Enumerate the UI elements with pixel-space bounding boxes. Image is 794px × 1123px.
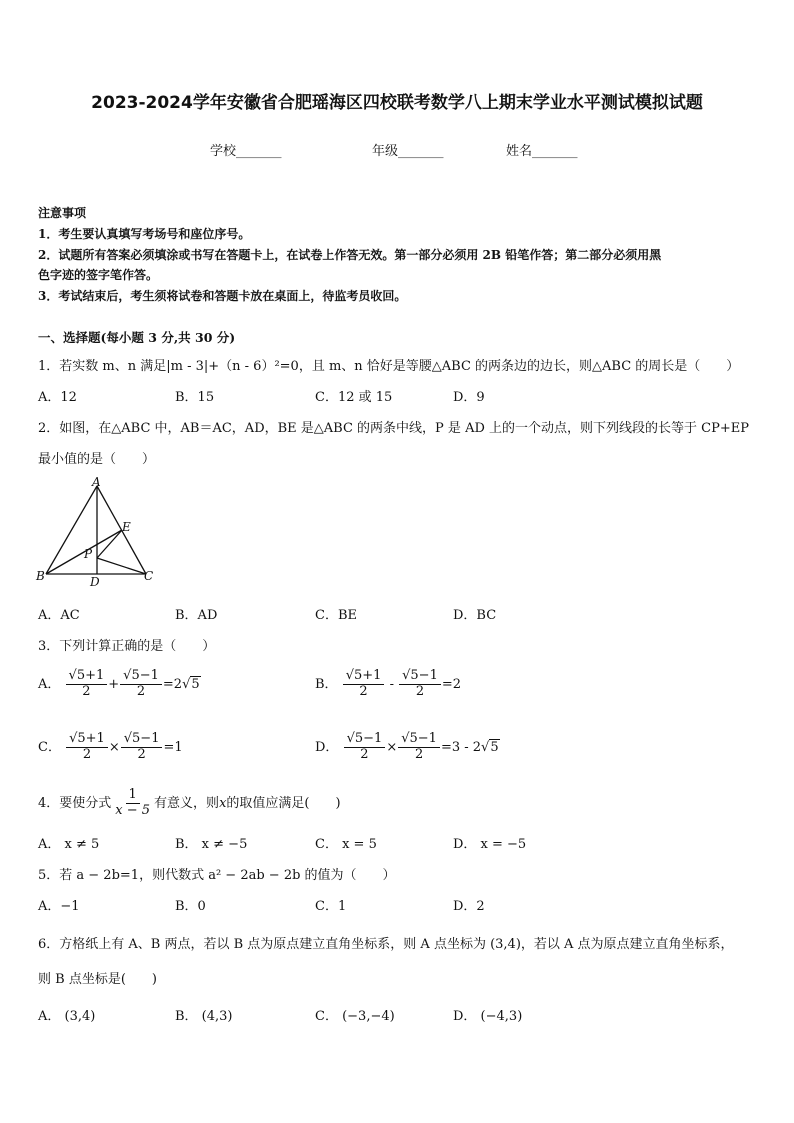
name-field: 姓名_______ (506, 144, 578, 159)
label-b: B (36, 569, 45, 583)
label-d: D (90, 575, 100, 589)
label-a: A (92, 475, 101, 489)
q5-option-d: D．2 (453, 899, 485, 914)
q3-option-d: D． $\frac{√5-1}{2}$ × $\frac{√5-1}{2}$ =3 - 2√5 (315, 731, 499, 762)
label-p: P (84, 547, 93, 561)
note-2-cont: 色字迹的签字笔作答。 (38, 268, 159, 282)
q6-stem-cont: 则 B 点坐标是( ) (38, 972, 157, 987)
q1-stem: 1．若实数 m、n 满足|m - 3|+（n - 6）²=0，且 m、n 恰好是等腰△ABC 的两条边的边长，则△ABC 的周长是（ ） (38, 359, 740, 374)
q1-option-d: D．9 (453, 390, 485, 405)
q5-option-a: A．−1 (38, 899, 80, 914)
q5-stem: 5．若 a − 2b=1，则代数式 a² − 2ab − 2b 的值为（ ） (38, 868, 396, 883)
q5-option-b: B．0 (175, 899, 206, 914)
triangle-figure (34, 474, 164, 590)
notes-heading: 注意事项 (38, 206, 87, 220)
q4-option-c: C． x = 5 (315, 837, 377, 852)
q3-option-a: A． $\frac{√5+1}{2}$ + $\frac{√5-1}{2}$ =2√5 (38, 668, 200, 699)
q4-option-a: A． x ≠ 5 (38, 837, 100, 852)
q6-stem: 6．方格纸上有 A、B 两点，若以 B 点为原点建立直角坐标系，则 A 点坐标为 (3,4)，若以 A 点为原点建立直角坐标系， (38, 937, 734, 952)
note-2: 2．试题所有答案必须填涂或书写在答题卡上，在试卷上作答无效。第一部分必须用 2B 铅笔作答；第二部分必须用黑 (38, 248, 662, 262)
q4-option-d: D． x = −5 (453, 837, 527, 852)
label-c: C (144, 569, 154, 583)
q2-stem-cont: 最小值的是（ ） (38, 452, 156, 467)
q2-option-a: A．AC (38, 608, 80, 623)
q3-option-b: B． $\frac{√5+1}{2}$ - $\frac{√5-1}{2}$ =2 (315, 668, 462, 699)
note-1: 1．考生要认真填写考场号和座位序号。 (38, 227, 251, 241)
q1-option-c: C．12 或 15 (315, 390, 393, 405)
q2-option-b: B．AD (175, 608, 218, 623)
q3-option-c: C． $\frac{√5+1}{2}$ × $\frac{√5-1}{2}$ =1 (38, 731, 183, 762)
q4-option-b: B． x ≠ −5 (175, 837, 248, 852)
label-e: E (122, 520, 131, 534)
q3-stem: 3．下列计算正确的是（ ） (38, 639, 216, 654)
q4-stem: 4．要使分式 $\frac{1}{x - 5}$ 有意义，则x的取值应满足( ) (38, 787, 341, 818)
q5-option-c: C．1 (315, 899, 347, 914)
grade-field: 年级_______ (372, 144, 444, 159)
q1-option-b: B．15 (175, 390, 215, 405)
q6-option-a: A． (3,4) (38, 1009, 96, 1024)
q2-option-c: C．BE (315, 608, 357, 623)
section-heading: 一、选择题(每小题 3 分,共 30 分) (38, 330, 236, 345)
note-3: 3．考试结束后，考生须将试卷和答题卡放在桌面上，待监考员收回。 (38, 289, 407, 303)
school-field: 学校_______ (210, 144, 282, 159)
page-title: 2023-2024学年安徽省合肥瑶海区四校联考数学八上期末学业水平测试模拟试题 (91, 93, 703, 113)
q2-option-d: D．BC (453, 608, 497, 623)
q6-option-b: B． (4,3) (175, 1009, 233, 1024)
q6-option-d: D． (−4,3) (453, 1009, 523, 1024)
q1-option-a: A．12 (38, 390, 77, 405)
q2-stem: 2．如图，在△ABC 中，AB＝AC，AD，BE 是△ABC 的两条中线，P 是 AD 上的一个动点，则下列线段的长等于 CP+EP (38, 421, 749, 436)
q6-option-c: C． (−3,−4) (315, 1009, 395, 1024)
